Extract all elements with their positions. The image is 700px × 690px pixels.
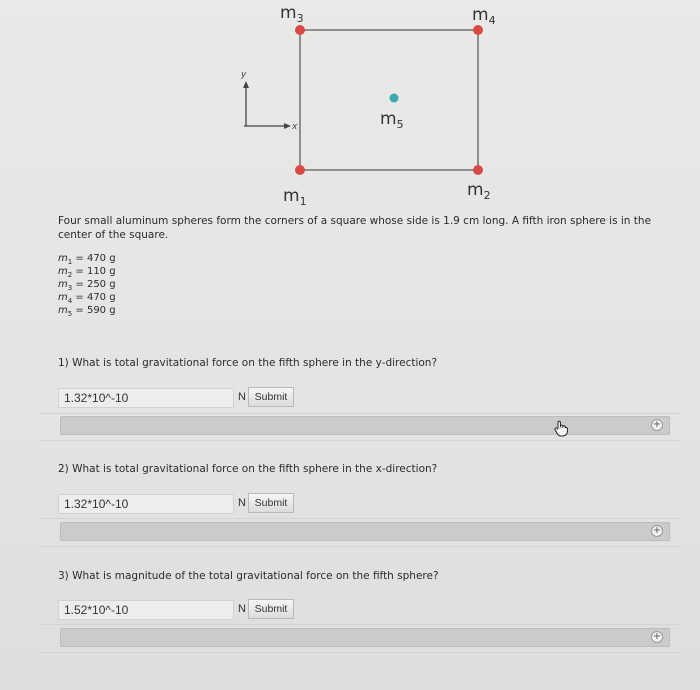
y-axis-arrow — [243, 81, 249, 88]
square-outline — [300, 30, 478, 170]
mass-list — [58, 252, 116, 317]
question-2-text: 2) What is total gravitational force on the fifth sphere in the x-direction? — [58, 463, 438, 475]
question-2-answer-input[interactable]: 1.32*10^-10 — [58, 494, 234, 514]
hand-cursor-icon — [552, 419, 570, 437]
sphere-m1 — [295, 165, 305, 175]
question-1-unit: N — [238, 391, 246, 403]
separator — [40, 440, 680, 441]
question-2-feedback-bar[interactable] — [60, 522, 670, 541]
mass-item-1: $m_1 = 470$ g — [58, 253, 116, 266]
question-2-unit: N — [238, 497, 246, 509]
sphere-m3 — [295, 25, 305, 35]
sphere-m4 — [473, 25, 483, 35]
y-axis-label: y — [241, 70, 247, 80]
question-1-submit-button[interactable]: Submit — [248, 387, 294, 407]
question-3-answer-input[interactable]: 1.52*10^-10 — [58, 600, 234, 620]
separator — [40, 546, 680, 547]
question-3-submit-button[interactable]: Submit — [248, 599, 294, 619]
mass-item-5: $m_5 = 590$ g — [58, 305, 116, 318]
mass-item-4: $m_4 = 470$ g — [58, 292, 116, 305]
label-m2: $m_2$ — [467, 180, 491, 202]
question-3-unit: N — [238, 603, 246, 615]
expand-plus-icon[interactable]: + — [652, 419, 662, 430]
label-m4: $m_4$ — [472, 5, 496, 27]
problem-statement: Four small aluminum spheres form the corners of a square whose side is 1.9 cm long. A fifth iron sphere is in the center of the square. — [58, 215, 652, 241]
separator — [40, 652, 680, 653]
separator — [40, 518, 680, 519]
question-1-text: 1) What is total gravitational force on the fifth sphere in the y-direction? — [58, 357, 438, 369]
label-m3: $m_3$ — [280, 3, 304, 25]
question-3-text: 3) What is magnitude of the total gravitational force on the fifth sphere? — [58, 570, 439, 582]
label-m5: $m_5$ — [380, 109, 404, 131]
separator — [40, 413, 680, 414]
square-spheres-diagram — [0, 0, 700, 210]
expand-plus-icon[interactable]: + — [652, 631, 662, 642]
mass-item-2: $m_2 = 110$ g — [58, 266, 116, 279]
expand-plus-icon[interactable]: + — [652, 525, 662, 536]
x-axis-arrow — [284, 123, 291, 129]
question-1-feedback-bar[interactable] — [60, 416, 670, 435]
label-m1: $m_1$ — [283, 186, 307, 208]
sphere-m5 — [390, 94, 399, 103]
question-3-feedback-bar[interactable] — [60, 628, 670, 647]
mass-item-3: $m_3 = 250$ g — [58, 279, 116, 292]
sphere-m2 — [473, 165, 483, 175]
question-2-submit-button[interactable]: Submit — [248, 493, 294, 513]
question-1-answer-input[interactable]: 1.32*10^-10 — [58, 388, 234, 408]
x-axis-label: x — [292, 122, 298, 132]
separator — [40, 624, 680, 625]
